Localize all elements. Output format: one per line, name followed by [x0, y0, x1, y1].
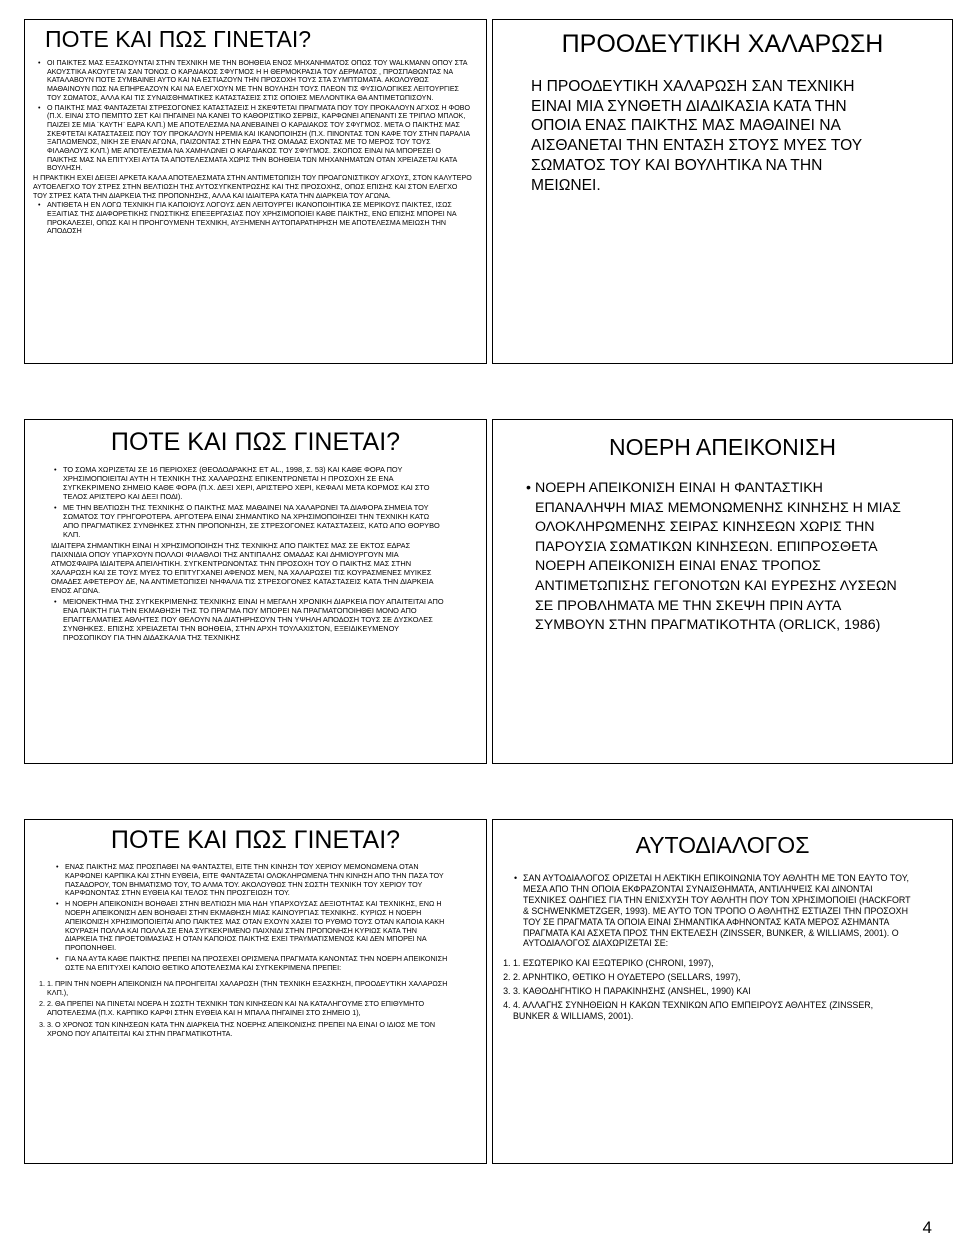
- slide-2-title: ΠΡΟΟ∆ΕΥΤΙΚΗ ΧΑΛΑΡΩΣΗ: [561, 30, 884, 58]
- list-item: • Η ΝΟΕΡΗ ΑΠΕΙΚΟΝΙΣΗ ΒΟΗΘΑΕΙ ΣΤΗΝ ΒΕΛΤΙΩΣΗ ΜΙΑ ΗΔΗ ΥΠΑΡΧΟΥΣΑΣ ∆ΕΞΙΟΤΗΤΑΣ ΚΑΙ ΤΕΧΝΙΚΗΣ, ΕΝΩ Η ΝΟΕΡΗ ΑΠΕΙΚΟΝΙΣΗ ∆ΕΝ ΒΟΗΘΑΕΙ ΣΤΗΝ ΕΚΜΑΘΗΣΗ ΜΙΑΣ ΚΑΙΝΟΥΡΓΙΑΣ ΤΕΧΝΙΚΗΣ. ΚΥΡΙΩΣ Η ΝΟΕΡΗ ΑΠΕΙΚΟΝΙΣΗ ΧΡΗΣΙΜΟΠΟΙΕΙΤΑΙ ΑΠΟ ΠΑΙΚΤΕΣ ΜΑΣ ΟΤΑΝ ΕΧΟΥΝ ΧΑΣΕΙ ΤΟ ΡΥΘΜΟ ΤΟΥΣ ΟΤΑΝ ΚΑΠΟΙΑ ΚΑΚΗ ΚΟΥΡΑΣΗ ΠΟΛΛΑ ΚΑΙ ΠΟΛΛΑ ΣΕ ΕΝΑ ΣΥΓΚΕΚΡΙΜΕΝΟ ΠΑΙΧΝΙ∆Ι ΣΤΗΝ ΠΡΟΠΟΝΗΣΗ ΚΥΡΙΩΣ ΚΑΤΑ ΤΗΝ ∆ΙΑΡΚΕΙΑ ΤΗΣ ΠΡΟΕΤΟΙΜΑΣΙΑΣ Η ΟΤΑΝ ΚΑΠΟΙΟΣ ΠΑΙΚΤΗΣ ΕΧΕΙ ΤΡΑΥΜΑΤΙΣΜΕΝΟΣ ΚΑΙ ∆ΕΝ ΜΠΟΡΕΙ ΝΑ ΠΡΟΠΟΝΗΘΕΙ.: [65, 900, 448, 953]
- slide-4-title: ΝΟΕΡΗ ΑΠΕΙΚΟΝΙΣΗ: [609, 434, 836, 460]
- list-item: • ΟΙ ΠΑΙΚΤΕΣ ΜΑΣ ΕΞΑΣΚΟΥΝΤΑΙ ΣΤΗΝ ΤΕΧΝΙΚΗ ΜΕ ΤΗΝ ΒΟΗΘΕΙΑ ΕΝΟΣ ΜΗΧΑΝΗΜΑΤΟΣ ΟΠΩΣ ΤΟΥ WALKMANN ΟΠΟΥ ΣΤΑ ΑΚΟΥΣΤΙΚΑ ΑΚΟΥΓΕΤΑΙ ΣΑΝ ΤΟΝΟΣ Ο ΚΑΡ∆ΙΑΚΟΣ ΣΦΥΓΜΟΣ Η Η ΘΕΡΜΟΚΡΑΣΙΑ ΤΟΥ ∆ΕΡΜΑΤΟΣ , ΠΡΟΣΠΑΘΩΝΤΑΣ ΝΑ ΚΑΤΑΛΑΒΟΥΝ ΠΟΤΕ ΣΥΜΒΑΙΝΕΙ ΑΥΤΟ ΚΑΙ ΝΑ ΕΣΤΙΑΖΟΥΝ ΤΗΝ ΠΡΟΣΟΧΗ ΤΟΥΣ ΣΤΑ ΣΥΜΠΤΩΜΑΤΑ. ΑΚΟΛΟΥΘΩΣ ΜΑΘΑΙΝΟΥΝ ΠΩΣ ΝΑ ΕΠΗΡΕΑΖΟΥΝ ΚΑΙ ΝΑ ΕΛΕΓΧΟΥΝ ΜΕ ΤΗΝ ΒΟΥΛΗΣΗ ΤΟΥΣ ΠΛΕΟΝ ΤΙΣ ΦΥΣΙΟΛΟΓΙΚΕΣ ΛΕΙΤΟΥΡΓΙΕΣ ΤΟΥ ΣΩΜΑΤΟΣ, ΑΛΛΑ ΚΑΙ ΤΙΣ ΣΥΝΑΙΣΘΗΜΑΤΙΚΕΣ ΚΑΤΑΣΤΑΣΕΙΣ ΣΤΙΣ ΟΠΟΙΕΣ ΜΕΛΛΟΝΤΙΚΑ ΘΑ ΑΝΤΙΜΕΤΩΠΙΣΟΥΝ.: [47, 59, 472, 103]
- list-item: • Ο ΠΑΙΚΤΗΣ ΜΑΣ ΦΑΝΤΑΖΕΤΑΙ ΣΤΡΕΣΟΓΟΝΕΣ ΚΑΤΑΣΤΑΣΕΙΣ Η ΣΚΕΦΤΕΤΑΙ ΠΡΑΓΜΑΤΑ ΠΟΥ ΤΟΥ ΠΡΟΚΑΛΟΥΝ ΑΓΧΟΣ Η ΦΟΒΟ (Π.Χ. ΕΙΝΑΙ ΣΤΟ ΠΕΜΠΤΟ ΣΕΤ ΚΑΙ ΠΗΓΑΙΝΕΙ ΝΑ ΚΑΝΕΙ ΤΟ ΚΑΘΟΡΙΣΤΙΚΟ ΣΕΡΒΙΣ, ΚΑΡΦΩΝΕΙ ΑΠΕΝΑΝΤΙ ΣΕ ΤΡΙΠΛΟ ΜΠΛΟΚ, ΠΑΙΖΕΙ ΣΕ ΜΙΑ ¨ΚΑΥΤΗ¨ Ε∆ΡΑ ΚΛΠ.) ΜΕ ΑΠΟΤΕΛΕΣΜΑ ΝΑ ΑΝΕΒΑΙΝΕΙ Ο ΚΑΡ∆ΙΑΚΟΣ ΤΟΥ ΣΦΥΓΜΟΣ. ΜΕΤΑ Ο ΠΑΙΚΤΗΣ ΜΑΣ ΣΚΕΦΤΕΤΑΙ ΚΑΤΑΣΤΑΣΕΙΣ ΠΟΥ ΤΟΥ ΠΡΟΚΑΛΟΥΝ ΗΡΕΜΙΑ ΚΑΙ ΙΚΑΝΟΠΟΙΗΣΗ (Π.Χ. ΠΙΝΟΝΤΑΣ ΤΟΝ ΚΑΦΕ ΤΟΥ ΣΤΗΝ ΠΑΡΑΛΙΑ ΞΑΠΛΩΜΕΝΟΣ, ΝΙΚΗ ΣΕ ΕΝΑΝ ΑΓΩΝΑ, ΠΑΙΖΟΝΤΑΣ ΣΤΗΝ Ε∆ΡΑ ΤΗΣ ΟΜΑ∆ΑΣ ΕΧΟΝΤΑΣ ΜΕ ΤΟ ΜΕΡΟΣ ΤΟΥ ΤΟΥΣ ΦΙΛΑΘΛΟΥΣ ΚΛΠ.) ΜΕ ΑΠΟΤΕΛΕΣΜΑ ΝΑ ΧΑΜΗΛΩΝΕΙ Ο ΚΑΡ∆ΙΑΚΟΣ ΤΟΥ ΣΦΥΓΜΟΣ. ΣΚΟΠΟΣ ΕΙΝΑΙ ΝΑ ΜΠΟΡΕΣΕΙ Ο ΠΑΙΚΤΗΣ ΜΑΣ ΝΑ ΕΠΙΤΥΧΕΙ ΑΥΤΑ ΤΑ ΑΠΟΤΕΛΕΣΜΑΤΑ ΧΩΡΙΣ ΤΗΝ ΒΟΗΘΕΙΑ ΤΩΝ ΜΗΧΑΝΗΜΑΤΩΝ ΟΤΑΝ ΧΡΕΙΑΖΕΤΑΙ ΚΑΤΑ ΒΟΥΛΗΣΗ.: [47, 104, 472, 174]
- list-item: • ΓΙΑ ΝΑ ΑΥΤΑ ΚΑΘΕ ΠΑΙΚΤΗΣ ΠΡΕΠΕΙ ΝΑ ΠΡΟΣΕΧΕΙ ΟΡΙΣΜΕΝΑ ΠΡΑΓΜΑΤΑ ΚΑΝΟΝΤΑΣ ΤΗΝ ΝΟΕΡΗ ΑΠΕΙΚΟΝΙΣΗ ΩΣΤΕ ΝΑ ΕΠΙΤΥΧΕΙ ΚΑΠΟΙΟ ΘΕΤΙΚΟ ΑΠΟΤΕΛΕΣΜΑ ΚΑΙ ΣΥΓΚΕΚΡΙΜΕΝΑ ΠΡΕΠΕΙ:: [65, 955, 448, 973]
- numbered-item: 1. 1. ΠΡΙΝ ΤΗΝ ΝΟΕΡΗ ΑΠΕΙΚΟΝΙΣΗ ΝΑ ΠΡΟΗΓΕΙΤΑΙ ΧΑΛΑΡΩΣΗ (ΤΗΝ ΤΕΧΝΙΚΗ ΕΞΑΣΚΗΣΗ, ΠΡΟΟ∆ΕΥΤΙΚΗ ΧΑΛΑΡΩΣΗ ΚΛΠ.),: [47, 980, 448, 998]
- list-item: • ΕΝΑΣ ΠΑΙΚΤΗΣ ΜΑΣ ΠΡΟΣΠΑΘΕΙ ΝΑ ΦΑΝΤΑΣΤΕΙ, ΕΙΤΕ ΤΗΝ ΚΙΝΗΣΗ ΤΟΥ ΧΕΡΙΟΥ ΜΕΜΟΝΩΜΕΝΑ ΟΤΑΝ ΚΑΡΦΩΝΕΙ ΚΑΡΠΙΚΑ ΚΑΙ ΣΤΗΝ ΕΥΘΕΙΑ, ΕΙΤΕ ΦΑΝΤΑΖΕΤΑΙ ΟΛΟΚΛΗΡΩΜΕΝΑ ΤΗΝ ΚΙΝΗΣΗ ΑΠΟ ΤΗΝ ΠΑΣΑ ΤΟΥ ΠΑΣΑ∆ΟΡΟΥ, ΤΟΝ ΒΗΜΑΤΙΣΜΟ ΤΟΥ, ΤΟ ΑΛΜΑ ΤΟΥ. ΑΚΟΛΟΥΘΩΣ ΤΗΝ ΣΩΣΤΗ ΤΕΧΝΙΚΗ ΤΟΥ ΧΕΡΙΟΥ ΤΟΥ ΚΑΡΦΩΝΟΝΤΑΣ ΣΤΗΝ ΕΥΘΕΙΑ ΚΑΙ ΤΕΛΟΣ ΤΗΝ ΠΡΟΣΓΕΙΩΣΗ ΤΟΥ.: [65, 863, 448, 898]
- slide-3: [24, 419, 487, 764]
- slide-6-title: ΑΥΤΟ∆ΙΑΛΟΓΟΣ: [635, 832, 810, 858]
- list-item: • ΜΕΙΟΝΕΚΤΗΜΑ ΤΗΣ ΣΥΓΚΕΚΡΙΜΕΝΗΣ ΤΕΧΝΙΚΗΣ ΕΙΝΑΙ Η ΜΕΓΑΛΗ ΧΡΟΝΙΚΗ ∆ΙΑΡΚΕΙΑ ΠΟΥ ΑΠΑΙΤΕΙΤΑΙ ΑΠΟ ΕΝΑ ΠΑΙΚΤΗ ΓΙΑ ΤΗΝ ΕΚΜΑΘΗΣΗ ΤΗΣ ΤΟ ΠΡΑΓΜΑ ΠΟΥ ΜΠΟΡΕΙ ΝΑ ΠΡΑΓΜΑΤΟΠΟΙΗΘΕΙ ΜΟΝΟ ΑΠΟ ΕΠΑΓΓΕΛΜΑΤΙΕΣ ΑΘΛΗΤΕΣ ΠΟΥ ΘΕΛΟΥΝ ΝΑ ∆ΙΑΤΗΡΗΣΟΥΝ ΤΗΝ ΥΨΗΛΗ ΑΠΟ∆ΟΣΗ ΤΟΥΣ ΣΕ ∆ΥΣΚΟΛΕΣ ΣΥΝΘΗΚΕΣ. ΕΠΙΣΗΣ ΧΡΕΙΑΖΕΤΑΙ ΤΗΝ ΒΟΗΘΕΙΑ, ΣΤΗΝ ΑΡΧΗ ΤΟΥΛΑΧΙΣΤΟΝ, ΕΞΕΙ∆ΙΚΕΥΜΕΝΟΥ ΠΡΟΣΩΠΙΚΟΥ ΓΙΑ ΤΗΝ ∆Ι∆ΑΣΚΑΛΙΑ ΤΗΣ ΤΕΧΝΙΚΗΣ: [63, 597, 446, 642]
- slide-1-title: ΠΟΤΕ ΚΑΙ ΠΩΣ ΓΙΝΕΤΑΙ?: [45, 26, 312, 52]
- list-item: • ΜΕ ΤΗΝ ΒΕΛΤΙΩΣΗ ΤΗΣ ΤΕΧΝΙΚΗΣ Ο ΠΑΙΚΤΗΣ ΜΑΣ ΜΑΘΑΙΝΕΙ ΝΑ ΧΑΛΑΡΩΝΕΙ ΤΑ ∆ΙΑΦΟΡΑ ΣΗΜΕΙΑ ΤΟΥ ΣΩΜΑΤΟΣ ΤΟΥ ΓΡΗΓΟΡΟΤΕΡΑ. ΑΡΓΟΤΕΡΑ ΕΙΝΑΙ ΣΗΜΑΝΤΙΚΟ ΝΑ ΧΡΗΣΙΜΟΠΟΙΗΣΕΙ ΤΗΝ ΤΕΧΝΙΚΗ ΚΑΤΩ ΑΠΟ ΠΡΑΓΜΑΤΙΚΕΣ ΣΥΝΘΗΚΕΣ ΣΤΗΝ ΠΡΟΠΟΝΗΣΗ, ΣΕ ΣΤΡΕΣΟΓΟΝΕΣ ΚΑΤΑΣΤΑΣΕΙΣ, ΚΑΤΩ ΑΠΟ ΘΟΡΥΒΟ ΚΛΠ.: [63, 503, 446, 539]
- numbered-item: 2. 2. ΘΑ ΠΡΕΠΕΙ ΝΑ ΠΙΝΕΤΑΙ ΝΟΕΡΑ Η ΣΩΣΤΗ ΤΕΧΝΙΚΗ ΤΩΝ ΚΙΝΗΣΕΩΝ ΚΑΙ ΝΑ ΚΑΤΑΛΗΓΟΥΜΕ ΣΤΟ ΕΠΙΘΥΜΗΤΟ ΑΠΟΤΕΛΕΣΜΑ (Π.Χ. ΚΑΡΠΙΚΟ ΚΑΡΦΙ ΣΤΗΝ ΕΥΘΕΙΑ ΚΑΙ Η ΜΠΑΛΑ ΠΗΓΑΙΝΕΙ ΣΤΟ ΣΗΜΕΙΟ 1),: [47, 1000, 448, 1018]
- slide-6-numbered: [493, 958, 952, 1022]
- slide-6-list: [493, 873, 952, 949]
- list-item: Η ΠΡΑΚΤΙΚΗ ΕΧΕΙ ∆ΕΙΞΕΙ ΑΡΚΕΤΑ ΚΑΛΑ ΑΠΟΤΕΛΕΣΜΑΤΑ ΣΤΗΝ ΑΝΤΙΜΕΤΩΠΙΣΗ ΤΟΥ ΠΡΟΑΓΩΝΙΣΤΙΚΟΥ ΑΓΧΟΥΣ, ΣΤΟΝ ΚΑΛΥΤΕΡΟ ΑΥΤΟΕΛΕΓΧΟ ΤΟΥ ΣΤΡΕΣ ΣΤΗΝ ΒΕΛΤΙΩΣΗ ΤΗΣ ΑΥΤΟΣΥΓΚΕΝΤΡΩΣΗΣ ΚΑΙ ΤΗΣ ΠΡΟΣΟΧΗΣ, ΟΠΩΣ ΕΠΙΣΗΣ ΚΑΙ ΣΤΟΝ ΕΛΕΓΧΟ ΤΟΥ ΣΤΡΕΣ ΚΑΤΑ ΤΗΝ ∆ΙΑΡΚΕΙΑ ΤΗΣ ΠΡΟΠΟΝΗΣΗΣ, ΑΛΛΑ ΚΑΙ Ι∆ΙΑΙΤΕΡΑ ΚΑΤΑ ΤΗΝ ∆ΙΑΡΚΕΙΑ ΤΟΥ ΑΓΩΝΑ.: [33, 174, 472, 200]
- list-item: Ι∆ΙΑΙΤΕΡΑ ΣΗΜΑΝΤΙΚΗ ΕΙΝΑΙ Η ΧΡΗΣΙΜΟΠΟΙΗΣΗ ΤΗΣ ΤΕΧΝΙΚΗΣ ΑΠΟ ΠΑΙΚΤΕΣ ΜΑΣ ΣΕ ΕΚΤΟΣ Ε∆ΡΑΣ ΠΑΙΧΝΙ∆ΙΑ ΟΠΟΥ ΥΠΑΡΧΟΥΝ ΠΟΛΛΟΙ ΦΙΛΑΘΛΟΙ ΤΗΣ ΑΝΤΙΠΑΛΗΣ ΟΜΑ∆ΑΣ ΚΑΙ ∆ΗΜΙΟΥΡΓΟΥΝ ΜΙΑ ΑΤΜΟΣΦΑΙΡΑ Ι∆ΙΑΙΤΕΡΑ ΑΠΕΙΛΗΤΙΚΗ. ΣΥΓΚΕΝΤΡΩΝΟΝΤΑΣ ΤΗΝ ΠΡΟΣΟΧΗ ΤΟΥ Ο ΠΑΙΚΤΗΣ ΜΑΣ ΣΤΗΝ ΧΑΛΑΡΩΣΗ ΚΑΙ ΣΕ ΤΟΥΣ ΜΥΕΣ ΤΟ ΕΠΙΤΥΓΧΑΝΕΙ ΑΦΕΝΟΣ ΜΕΝ, ΝΑ ΧΑΛΑΡΩΣΕΙ ΤΙΣ ΚΟΥΡΑΣΜΕΝΕΣ ΜΥΙΚΕΣ ΟΜΑ∆ΕΣ ΑΦΕΤΕΡΟΥ ∆Ε, ΝΑ ΑΝΤΙΜΕΤΩΠΙΣΕΙ ΝΗΦΑΛΙΑ ΤΙΣ ΣΤΡΕΣΟΓΟΝΕΣ ΚΑΤΑΣΤΑΣΕΙΣ ΚΑΤΑ ΤΗΝ ∆ΙΑΡΚΕΙΑ ΕΝΟΣ ΑΓΩΝΑ.: [51, 541, 434, 595]
- slide-5-title: ΠΟΤΕ ΚΑΙ ΠΩΣ ΓΙΝΕΤΑΙ?: [110, 826, 401, 854]
- numbered-item: 2. 2. ΑΡΝΗΤΙΚΟ, ΘΕΤΙΚΟ Η ΟΥ∆ΕΤΕΡΟ (SELLARS, 1997),: [513, 972, 912, 983]
- page-number: 4: [922, 1218, 932, 1237]
- list-item: • ΝΟΕΡΗ ΑΠΕΙΚΟΝΙΣΗ ΕΙΝΑΙ Η ΦΑΝΤΑΣΤΙΚΗ ΕΠΑΝΑΛΗΨΗ ΜΙΑΣ ΜΕΜΟΝΩΜΕΝΗΣ ΚΙΝΗΣΗΣ Η ΜΙΑΣ ΟΛΟΚΛΗΡΩΜΕΝΗΣ ΣΕΙΡΑΣ ΚΙΝΗΣΕΩΝ ΧΩΡΙΣ ΤΗΝ ΠΑΡΟΥΣΙΑ ΣΩΜΑΤΙΚΩΝ ΚΙΝΗΣΕΩΝ. ΕΠΙΠΡΟΣΘΕΤΑ ΝΟΕΡΗ ΑΠΕΙΚΟΝΙΣΗ ΕΙΝΑΙ ΕΝΑΣ ΤΡΟΠΟΣ ΑΝΤΙΜΕΤΩΠΙΣΗΣ ΓΕΓΟΝΟΤΩΝ ΚΑΙ ΕΥΡΕΣΗΣ ΛΥΣΕΩΝ ΣΕ ΠΡΟΒΛΗΜΑΤΑ ΜΕ ΤΗΝ ΣΚΕΨΗ ΠΡΙΝ ΑΥΤΑ ΣΥΜΒΟΥΝ ΣΤΗΝ ΠΡΑΓΜΑΤΙΚΟΤΗΤΑ (ORLICK, 1986): [535, 479, 908, 636]
- slide-4-list: [493, 479, 952, 636]
- numbered-item: 3. 3. Ο ΧΡΟΝΟΣ ΤΩΝ ΚΙΝΗΣΕΩΝ ΚΑΤΑ ΤΗΝ ∆ΙΑΡΚΕΙΑ ΤΗΣ ΝΟΕΡΗΣ ΑΠΕΙΚΟΝΙΣΗΣ ΠΡΕΠΕΙ ΝΑ ΕΙΝΑΙ Ο Ι∆ΙΟΣ ΜΕ ΤΟΝ ΧΡΟΝΟ ΠΟΥ ΑΠΑΙΤΕΙΤΑΙ ΚΑΙ ΣΤΗΝ ΠΡΑΓΜΑΤΙΚΟΤΗΤΑ.: [47, 1021, 448, 1039]
- numbered-item: 3. 3. ΚΑΘΟ∆ΗΓΗΤΙΚΟ Η ΠΑΡΑΚΙΝΗΣΗΣ (ANSHEL, 1990) ΚΑΙ: [513, 986, 912, 997]
- slide-1: [24, 19, 487, 364]
- slide-5-list: [25, 863, 486, 973]
- slide-6: [492, 819, 953, 1164]
- numbered-item: 1. 1. ΕΣΩΤΕΡΙΚΟ ΚΑΙ ΕΞΩΤΕΡΙΚΟ (CHRONI, 1997),: [513, 958, 912, 969]
- list-item: • ΣΑΝ ΑΥΤΟ∆ΙΑΛΟΓΟΣ ΟΡΙΖΕΤΑΙ Η ΛΕΚΤΙΚΗ ΕΠΙΚΟΙΝΩΝΙΑ ΤΟΥ ΑΘΛΗΤΗ ΜΕ ΤΟΝ ΕΑΥΤΟ ΤΟΥ, ΜΕΣΑ ΑΠΟ ΤΗΝ ΟΠΟΙΑ ΕΚΦΡΑΖΟΝΤΑΙ ΣΥΝΑΙΣΘΗΜΑΤΑ, ΑΝΤΙΛΗΨΕΙΣ ΚΑΙ ∆ΙΝΟΝΤΑΙ ΤΕΧΝΙΚΕΣ Ο∆ΗΓΙΕΣ ΓΙΑ ΤΗΝ ΕΝΙΣΧΥΣΗ ΤΟΥ ΑΘΛΗΤΗ ΠΟΥ ΤΟΝ ΧΡΗΣΙΜΟΠΟΙΕΙ (HACKFORT & SCHWENKMETZGER, 1993). ΜΕ ΑΥΤΟ ΤΟΝ ΤΡΟΠΟ Ο ΑΘΛΗΤΗΣ ΕΣΤΙΑΖΕΙ ΤΗΝ ΠΡΟΣΟΧΗ ΤΟΥ ΣΕ ΠΡΑΓΜΑΤΑ ΤΑ ΟΠΟΙΑ ΕΙΝΑΙ ΣΗΜΑΝΤΙΚΑ ΑΦΗΝΟΝΤΑΣ ΚΑΤΑ ΜΕΡΟΣ ΑΣΗΜΑΝΤΑ ΠΡΑΓΜΑΤΑ ΚΑΙ ΑΣΧΕΤΑ ΠΡΟΣ ΤΗΝ ΕΚΤΕΛΕΣΗ (ZINSSER, BUNKER, & WILLIAMS, 2001). Ο ΑΥΤΟ∆ΙΑΛΟΓΟΣ ∆ΙΑΧΩΡΙΖΕΤΑΙ ΣΕ:: [523, 873, 912, 949]
- slide-1-list: [25, 59, 486, 236]
- list-item: • ΑΝΤΙΘΕΤΑ Η ΕΝ ΛΟΓΩ ΤΕΧΝΙΚΗ ΓΙΑ ΚΑΠΟΙΟΥΣ ΛΟΓΟΥΣ ∆ΕΝ ΛΕΙΤΟΥΡΓΕΙ ΙΚΑΝΟΠΟΙΗΤΙΚΑ ΣΕ ΜΕΡΙΚΟΥΣ ΠΑΙΚΤΕΣ, ΙΣΩΣ ΕΞΑΙΤΙΑΣ ΤΗΣ ∆ΙΑΦΟΡΕΤΙΚΗΣ ΓΝΩΣΤΙΚΗΣ ΕΠΕΞΕΡΓΑΣΙΑΣ ΠΟΥ ΧΡΗΣΙΜΟΠΟΙΕΙ ΚΑΘΕ ΠΑΙΚΤΗΣ, ΕΝΩ ΕΠΙΣΗΣ ΜΠΟΡΕΙ ΝΑ ΠΡΟΚΑΛΕΣΕΙ, ΟΠΩΣ ΚΑΙ Η ΠΡΟΗΓΟΥΜΕΝΗ ΤΕΧΝΙΚΗ, ΑΥΞΗΜΕΝΗ ΑΥΤΟΠΑΡΑΤΗΡΗΣΗ ΜΕ ΑΠΟΤΕΛΕΣΜΑ ΜΕΙΩΣΗ ΤΗΝ ΑΠΟ∆ΟΣΗ: [47, 201, 472, 236]
- slide-3-title: ΠΟΤΕ ΚΑΙ ΠΩΣ ΓΙΝΕΤΑΙ?: [110, 428, 401, 456]
- slide-5-numbered: [25, 980, 486, 1039]
- slide-4: [492, 419, 953, 764]
- numbered-item: 4. 4. ΑΛΛΑΓΗΣ ΣΥΝΗΘΕΙΩΝ Η ΚΑΚΩΝ ΤΕΧΝΙΚΩΝ ΑΠΟ ΕΜΠΕΙΡΟΥΣ ΑΘΛΗΤΕΣ (ZINSSER, BUNKER & WILLIAMS, 2001).: [513, 1000, 912, 1022]
- slide-2-body: Η ΠΡΟΟ∆ΕΥΤΙΚΗ ΧΑΛΑΡΩΣΗ ΣΑΝ ΤΕΧΝΙΚΗ ΕΙΝΑΙ ΜΙΑ ΣΥΝΘΕΤΗ ∆ΙΑ∆ΙΚΑΣΙΑ ΚΑΤΑ ΤΗΝ ΟΠΟΙΑ ΕΝΑΣ ΠΑΙΚΤΗΣ ΜΑΣ ΜΑΘΑΙΝΕΙ ΝΑ ΑΙΣΘΑΝΕΤΑΙ ΤΗΝ ΕΝΤΑΣΗ ΣΤΟΥΣ ΜΥΕΣ ΤΟΥ ΣΩΜΑΤΟΣ ΤΟΥ ΚΑΙ ΒΟΥΛΗΤΙΚΑ ΝΑ ΤΗΝ ΜΕΙΩΝΕΙ.: [531, 78, 862, 194]
- slide-5: [24, 819, 487, 1164]
- slide-2: [492, 19, 953, 364]
- slide-3-list: [25, 465, 486, 642]
- list-item: • ΤΟ ΣΩΜΑ ΧΩΡΙΖΕΤΑΙ ΣΕ 16 ΠΕΡΙΟΧΕΣ (ΘΕΟ∆Ο∆ΡΑΚΗΣ ΕΤ AL., 1998, Σ. 53) ΚΑΙ ΚΑΘΕ ΦΟΡΑ ΠΟΥ ΧΡΗΣΙΜΟΠΟΙΕΙΤΑΙ ΑΥΤΗ Η ΤΕΧΝΙΚΗ ΤΗΣ ΧΑΛΑΡΩΣΗΣ ΕΠΙΚΕΝΤΡΩΝΕΤΑΙ Η ΠΡΟΣΟΧΗ ΣΕ ΕΝΑ ΣΥΓΚΕΚΡΙΜΕΝΟ ΣΗΜΕΙΟ ΚΑΘΕ ΦΟΡΑ (Π.Χ. ∆ΕΞΙ ΧΕΡΙ, ΑΡΙΣΤΕΡΟ ΧΕΡΙ, ΚΕΦΑΛΙ ΜΕΤΑ ΚΟΡΜΟΣ ΚΑΙ ΣΤΟ ΤΕΛΟΣ ΑΡΙΣΤΕΡΟ ΚΑΙ ∆ΕΞΙ ΠΟ∆Ι).: [63, 465, 446, 501]
